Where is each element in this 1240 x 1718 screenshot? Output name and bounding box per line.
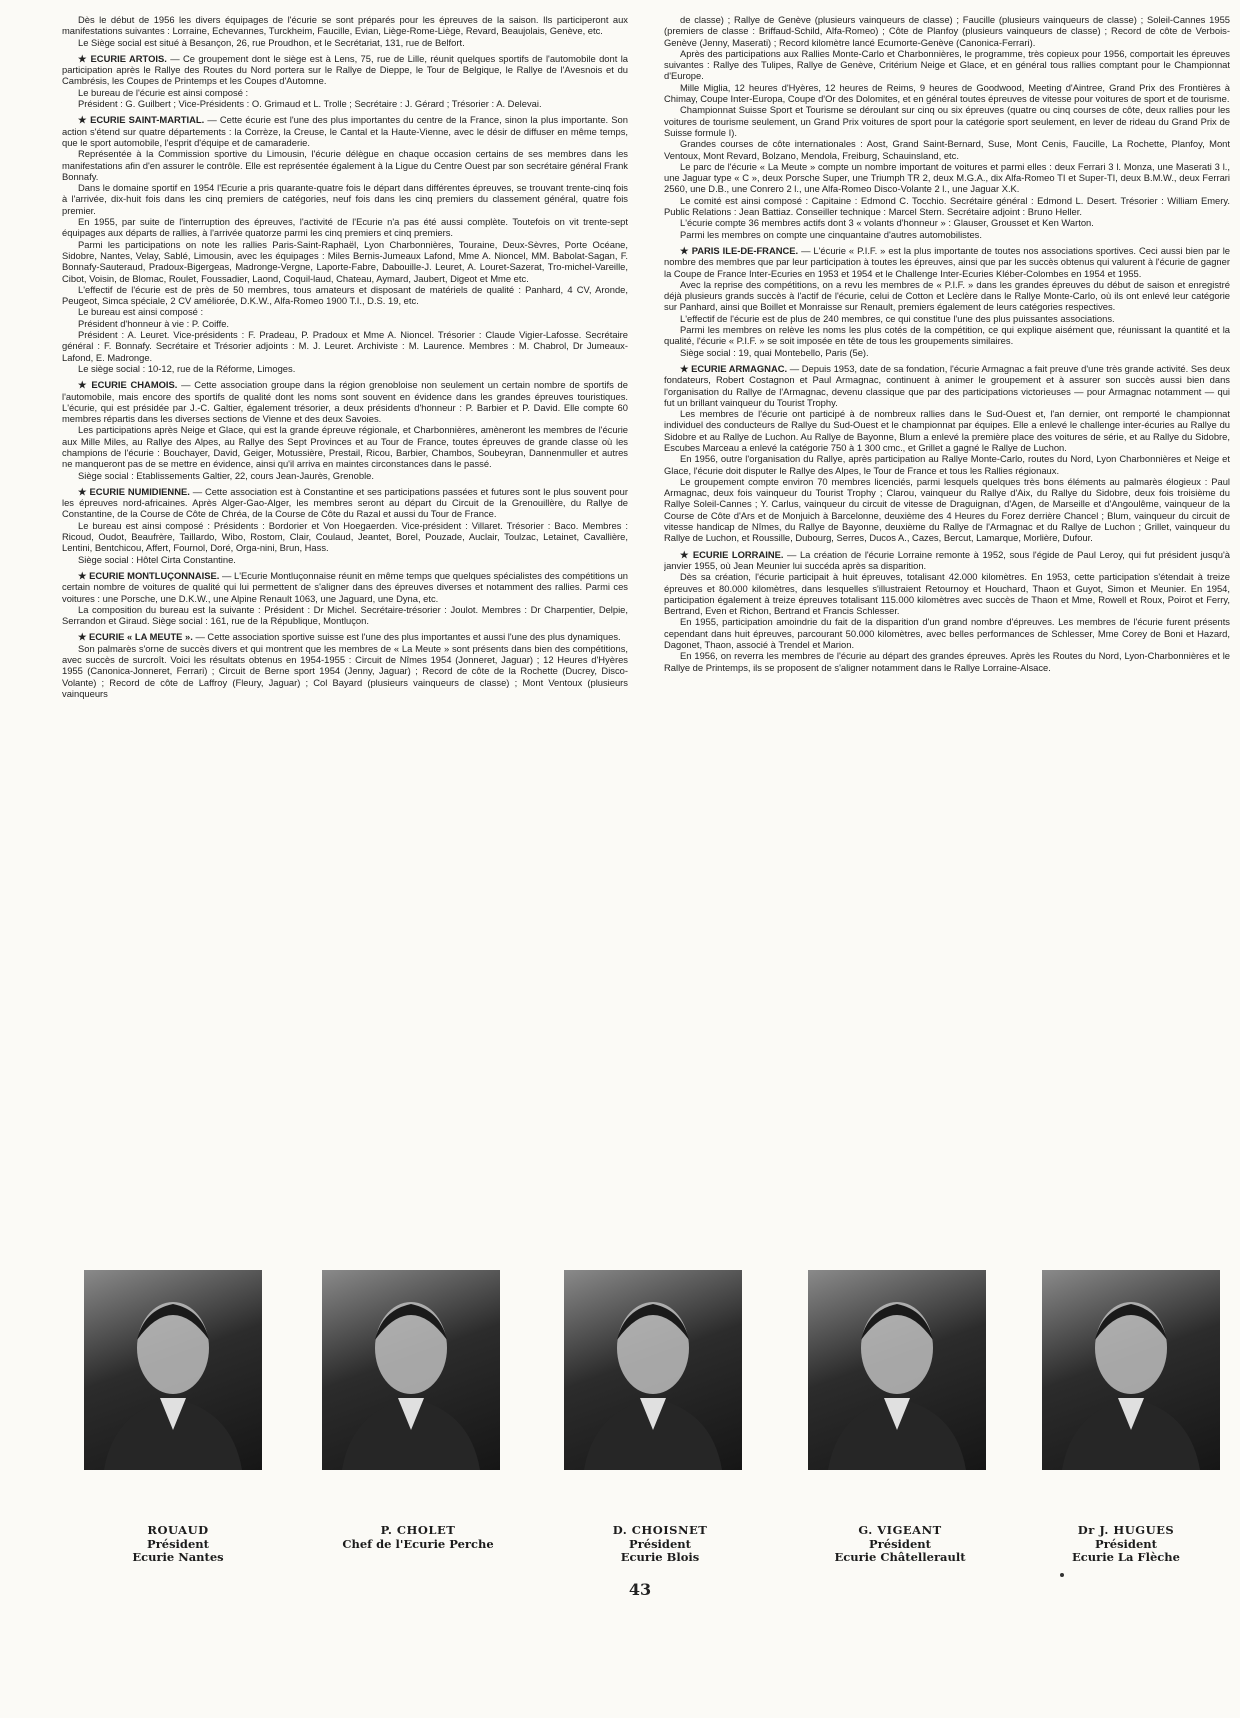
left-column — [62, 14, 628, 1239]
section-paragraph — [62, 486, 628, 520]
paragraph-text: En 1955, par suite de l'interruption des épreuves, l'activité de l'Ecurie n'a pas été aussi complète. Toutefois on vit trente-sept équipages aux départs de rallies, à l'arrivée quatorze parmi les cinq premiers et cinq premiers. — [62, 216, 628, 239]
paragraph-text: — Cette association groupe dans la région grenobloise non seulement un certain nombre de sportifs de l'automobile, mais encore des sportifs de qualité dont les noms sont souvent en évidence dans les grandes épreuves touristiques. L'écurie, qui est présidée par J.-C. Galtier, également trésorier, a deux présidents d'honneur : P. Barbier et P. David. Elle compte 60 membres répartis dans les diverses sections de Vienne et des deux Savoies. — [62, 379, 628, 425]
portrait-photo — [564, 1270, 742, 1470]
paragraph-text: Le groupement compte environ 70 membres licenciés, parmi lesquels quelques très bons éléments au palmarès élogieux : Paul Armagnac, deux fois vainqueur du Tourist Trophy ; Clarou, vainqueur du Rallye d'Aix, du Rallye du Sidobre, deux fois troisième du Rallye Soleil-Cannes ; Y. Carlus, vainqueur du circuit de vitesse de Draguignan, d'Agen, de Marseille et d'Angoulême, vainqueur de la Course de Côte d'Ars et de Monjuich à Barcelonne, deuxième des 4 Heures du Forez derrière Chancel ; Blum, vainqueur du circuit de vitesse handicap de Nîmes, du Rallye de Bayonne, deuxième du Rallye de l'Armagnac et du Rallye de Luchon ; Grillet, vainqueur du Rallye de Luchon, et Roussille, Dubourg, Serres, Ducos A., Cazes, Bercut, Lamarque, Morlière, Dufour. — [664, 475, 1230, 544]
paragraph — [62, 329, 628, 363]
paragraph-text: Les participations après Neige et Glace, qui est la grande épreuve régionale, et Charbonnières, amèneront les membres de l'écurie aux Mille Miles, au Rallye des Alpes, au Rallye des Sept Provinces et au Tour de France, toutes épreuves de grande classe où les champions de l'écurie : Bouchayer, David, Geiger, Motussière, Prestail, Ricou, Barbier, Chambos, Soubeyran, Dannenmuller et autres ne manqueront pas de se mettre en évidence, ainsi qu'il arriva en maintes circonstances dans le passé. — [62, 424, 628, 470]
article-columns — [62, 14, 1230, 1239]
portrait-caption — [1026, 1524, 1226, 1565]
section-paragraph — [62, 53, 628, 87]
paragraph-text: Le bureau de l'écurie est ainsi composé : — [78, 86, 249, 98]
portrait-card-vigeant — [800, 1258, 1000, 1588]
paragraph — [62, 554, 628, 565]
section-heading: ★ ECURIE « LA MEUTE ». — [78, 631, 193, 643]
paragraph-text: Parmi les membres on relève les noms les plus cotés de la compétition, ce qui explique aisément que, réunissant la quantité et la qualité, l'écurie « P.I.F. » se soit imposée en tête de tous les groupements similaires. — [664, 324, 1230, 347]
paragraph-text: Après des participations aux Rallies Monte-Carlo et Charbonnières, le programme, très copieux pour 1956, comportait les épreuves suivantes : Rallye des Tulipes, Rallye de Genève, Critérium Neige et Glace, et en général tous rallies comptant pour le Championnat d'Europe. — [664, 47, 1230, 82]
paragraph-text: Président : G. Guilbert ; Vice-Présidents : O. Grimaud et L. Trolle ; Secrétaire : J. Gérard ; Trésorier : A. Delevai. — [78, 98, 542, 110]
paragraph-text: Le Siège social est situé à Besançon, 26, rue Proudhon, et le Secrétariat, 131, rue de Belfort. — [78, 36, 465, 48]
paragraph — [62, 424, 628, 469]
portrait-role: Président — [869, 1536, 931, 1551]
paragraph-text: En 1956, on reverra les membres de l'écurie au départ des grandes épreuves. Après les Routes du Nord, Lyon-Charbonnières et le Rallye de Printemps, ils se proposent de s'aligner notamment dans le Rallye Lorraine-Alsace. — [664, 650, 1230, 673]
paragraph-text: Dès le début de 1956 les divers équipages de l'écurie se sont préparés pour les épreuves de la saison. Ils participeront aux manifestations suivantes : Lorraine, Echevannes, Turckheim, Faucille, Evian, Liège-Rome-Liège, Revard, Beaujolais, Genève, etc. — [62, 14, 628, 37]
section-paragraph — [664, 363, 1230, 408]
paragraph — [62, 604, 628, 627]
paragraph-text: de classe) ; Rallye de Genève (plusieurs vainqueurs de classe) ; Faucille (plusieurs vainqueurs de classe) ; Soleil-Cannes 1955 (premiers de classe : Briffaud-Schild, Alfa-Romeo) ; Côte de Planfoy (plusieurs vainqueurs de classe) ; Record de côte de Verbois-Genève (Jenny, Maserati) ; Record kilomètre lancé Ecumorte-Genève (Canonica-Ferrari). — [664, 14, 1230, 48]
section-heading: ★ ECURIE NUMIDIENNE. — [78, 485, 190, 497]
portrait-role: Président — [1095, 1536, 1157, 1551]
paragraph-text: — Cette association est à Constantine et ses participations passées et futures sont le plus souvent pour les épreuves nord-africaines. Après Alger-Gao-Alger, les membres seront au départ du Circuit de la Grenouillère, du Rallye de Constantine, de la Course de Côte de Chréa, de la Course de Côte du Razal et aussi du Tour de France. — [62, 485, 628, 520]
portrait-role: Président — [629, 1536, 691, 1551]
paragraph-text: Son palmarès s'orne de succès divers et qui montrent que les membres de « La Meute » sont présents dans bien des compétitions, avec succès de surcroît. Voici les résultats obtenus en 1954-1955 : Circuit de Nîmes 1954 (Jonneret, Jaguar) ; 12 Heures d'Hyères 1955 (Canonica-Jonneret, Ferrari) ; Circuit de Berne sport 1954 (Jenny, Jaguar) ; Record de côte de la Rochette (Ducrey, Disco-Volante) ; Record de côte de Laffroy (Fleury, Jaguar) ; Col Bayard (plusieurs vainqueurs de classe) ; Mont Ventoux (plusieurs vainqueurs — [62, 642, 628, 699]
portrait-card-hugues — [1026, 1258, 1226, 1588]
section-heading: ★ ECURIE MONTLUÇONNAISE. — [78, 569, 220, 581]
paragraph-text: Le bureau est ainsi composé : Présidents : Bordorier et Von Hoegaerden. Vice-président : Villaret. Trésorier : Baco. Membres : Ricoud, Oudot, Beaufrère, Taillardo, Wibo, Rostom, Clair, Coulaud, Jeantet, Borel, Pouzade, Auclair, Toulzac, Letainet, Cavallière, Lentini, Bentchicou, Affert, Fournol, Doré, Orga-nini, Brun, Hass. — [62, 519, 628, 554]
paragraph — [62, 284, 628, 307]
paragraph — [62, 239, 628, 284]
paragraph — [664, 324, 1230, 347]
portrait-club: Ecurie La Flèche — [1072, 1550, 1180, 1564]
portrait-photo — [322, 1270, 500, 1470]
portrait-card-rouaud — [78, 1258, 278, 1588]
paragraph — [62, 520, 628, 554]
section-paragraph — [62, 114, 628, 148]
paragraph-text: Championnat Suisse Sport et Tourisme se déroulant sur cinq ou six épreuves (quatre ou cinq courses de côte, deux rallies pour les voitures de tourisme seulement, un Grand Prix voitures de sport pour la catégorie sport seulement, en lever de rideau du Grand Prix de Suisse formule I). — [664, 104, 1230, 138]
portrait-club: Ecurie Nantes — [132, 1550, 224, 1564]
portrait-caption — [800, 1524, 1000, 1565]
portrait-photo — [1042, 1270, 1220, 1470]
paragraph-text: Le parc de l'écurie « La Meute » compte un nombre important de voitures et parmi elles : deux Ferrari 3 l. Monza, une Maserati 3 l., une Jaguar type « C », deux Porsche Super, une Triumph TR 2, deux M.G.A., dix Alfa-Romeo TI et Super-TI, deux B.M.W., deux Ferrari 2560, une D.B., une Conrero 2 l., une Alfa-Romeo Disco-Volante 2 l., une Jaguar X.K. — [664, 160, 1230, 195]
paragraph-text: Président : A. Leuret. Vice-présidents : F. Pradeau, P. Pradoux et Mme A. Nioncel. Trésorier : Claude Vigier-Lafosse. Secrétaire général : F. Bonnafy. Secrétaire et Trésorier adjoints : M. J. Leuret. Archiviste : M. Laurence. Membres : M. Chabrol, Dr Jumeaux-Lafond, E. Madronge. — [62, 329, 628, 363]
portrait-card-choisnet — [560, 1258, 760, 1588]
section-paragraph — [664, 245, 1230, 279]
paragraph-text: — Ce groupement dont le siège est à Lens, 75, rue de Lille, réunit quelques sportifs de l'automobile dont la participation après le Rallye des Routes du Nord portera sur le Rallye de Dieppe, le Tour de Belgique, le Rallye de l'Avesnois et du Cambrésis, les Coupes de Printemps et les Coupes d'Automne. — [62, 52, 628, 87]
paragraph — [664, 279, 1230, 313]
right-column — [664, 14, 1230, 1239]
paragraph-text: Président d'honneur à vie : P. Coiffe. — [78, 317, 230, 329]
paragraph — [664, 571, 1230, 616]
paragraph — [664, 161, 1230, 195]
paragraph — [664, 217, 1230, 228]
page-number: 43 — [628, 1580, 652, 1599]
paragraph-text: — Depuis 1953, date de sa fondation, l'écurie Armagnac a fait preuve d'une très grande activité. Ses deux fondateurs, Robert Costagnon et Paul Armagnac, continuent à animer le groupement et à assurer son succès aussi bien dans l'organisation du Rallye de l'Armagnac, devenu classique que par des participations victorieuses — pour Armagnac notamment — qui fut un brillant vainqueur du Tourist Trophy. — [664, 362, 1230, 408]
paragraph-text: Représentée à la Commission sportive du Limousin, l'écurie délègue en chaque occasion certains de ses membres dans les manifestations afin d'en assurer le contrôle. Elle est représentée également à la Ligue du Centre Ouest par son secrétaire général Frank Bonnafy. — [62, 148, 628, 182]
paragraph — [62, 14, 628, 37]
paragraph — [62, 643, 628, 699]
paragraph-text: Dès sa création, l'écurie participait à huit épreuves, totalisant 42.000 kilomètres. En 1953, cette participation s'étendait à treize épreuves et 80.000 kilomètres, dans lesquelles s'illustraient Retournoy et Houchard, Thaon et Guyot, Simon et Meunier. En 1954, participation également à treize épreuves totalisant 115.000 kilomètres avec succès de Thaon et Mme, Rowell et Roux, Poirot et Ferry, Bertrand, Even et Richon, Bertrand et Francis Schlesser. — [664, 571, 1230, 617]
portrait-silhouette — [322, 1270, 500, 1470]
paragraph-text: L'effectif de l'écurie est de plus de 240 membres, ce qui constitue l'une des plus puissantes associations. — [680, 312, 1115, 324]
paragraph — [664, 408, 1230, 453]
portrait-caption — [78, 1524, 278, 1565]
paragraph — [62, 470, 628, 481]
paragraph-text: Siège social : Hôtel Cirta Constantine. — [78, 553, 236, 565]
paragraph — [62, 306, 628, 317]
section-paragraph — [664, 549, 1230, 572]
paragraph — [62, 148, 628, 182]
portrait-club: Ecurie Châtellerault — [834, 1550, 966, 1564]
paragraph-text: Avec la reprise des compétitions, on a revu les membres de « P.I.F. » dans les grandes épreuves du début de saison et enregistré déjà plusieurs grands succès à l'actif de l'écurie, celui de Cotton et Leclère dans le Rallye Monte-Carlo, où ils ont enlevé leur catégorie sur Panhard, ainsi que Boillet et Monraisse sur Renault, premiers également de leurs catégories respectives. — [664, 278, 1230, 313]
portrait-caption — [318, 1524, 518, 1551]
paragraph-text: — L'écurie « P.I.F. » est la plus importante de toutes nos associations sportives. Ceci aussi bien par le nombre des membres que par leur participation à toutes les épreuves, ainsi que par les succès obtenus qui valurent à l'écurie de gagner la Coupe de France Inter-Ecuries en 1953 et 1954 et le Challenge Inter-Ecuries Kléber-Colombes en 1954 et 1955. — [664, 244, 1230, 279]
section-paragraph — [62, 631, 628, 642]
ink-dot — [1060, 1573, 1064, 1577]
paragraph — [664, 616, 1230, 650]
portrait-name: P. CHOLET — [380, 1523, 456, 1537]
paragraph-text: L'effectif de l'écurie est de près de 50 membres, tous amateurs et disposant de matériels de qualité : Panhard, 4 CV, Aronde, Peugeot, Simca spéciale, 2 CV améliorée, D.K.W., Alfa-Romeo 1900 T.I., D.S. 19, etc. — [62, 283, 628, 307]
portrait-photo — [808, 1270, 986, 1470]
section-heading: ★ ECURIE ARTOIS. — [78, 52, 167, 64]
paragraph-text: — La création de l'écurie Lorraine remonte à 1952, sous l'égide de Paul Leroy, qui fut président jusqu'à janvier 1955, où Jean Meunier lui succéda après sa disparition. — [664, 548, 1230, 571]
portrait-role: Président — [147, 1536, 209, 1551]
portrait-club: Ecurie Blois — [620, 1550, 700, 1564]
section-paragraph — [62, 379, 628, 424]
paragraph — [62, 87, 628, 98]
paragraph-text: Parmi les membres on compte une cinquantaine d'autres automobilistes. — [680, 228, 982, 240]
paragraph — [62, 182, 628, 216]
section-heading: ★ ECURIE ARMAGNAC. — [680, 362, 788, 374]
paragraph-text: Le comité est ainsi composé : Capitaine : Edmond C. Tocchio. Secrétaire général : Edmond L. Desert. Trésorier : William Emery. Public Relations : Jean Battiaz. Conseiller technique : Marcel Stern. Secrétaire adjoint : Bruno Heller. — [664, 194, 1230, 218]
portrait-silhouette — [84, 1270, 262, 1470]
paragraph-text: Parmi les participations on note les rallies Paris-Saint-Raphaël, Lyon Charbonnières, Touraine, Deux-Sèvres, Porte Océane, Sidobre, Nantes, Velay, Sablé, Limousin, avec les équipages : Miles Bernis-Jumeaux Lafond, Mme A. Nioncel, MM. Babolat-Sagan, F. Bonnafy-Sauteraud, Pradoux-Bigergeas, Madronge-Vergne, Laporte-Fabre, Dabouille-J. Leuret, A. Louret-Sazerat, Tro-michel-Vareille, Cibot, Voisin, de Blomac, Roulet, Foussadier, Laond, Coquil-laud, Chateau, Aymard, Jaubert, Digeot et Mme etc. — [62, 238, 628, 284]
section-paragraph — [62, 570, 628, 604]
paragraph — [664, 14, 1230, 48]
paragraph — [664, 476, 1230, 544]
portrait-strip — [0, 1258, 1240, 1588]
section-heading: ★ ECURIE CHAMOIS. — [78, 379, 178, 391]
section-heading: ★ PARIS ILE-DE-FRANCE. — [680, 244, 799, 256]
portrait-card-cholet — [318, 1258, 518, 1588]
portrait-silhouette — [564, 1270, 742, 1470]
paragraph-text: Siège social : 19, quai Montebello, Paris (5e). — [680, 346, 869, 358]
paragraph-text: Dans le domaine sportif en 1954 l'Ecurie a pris quarante-quatre fois le départ dans différentes épreuves, se trouvant trente-cinq fois à l'arrivée, dix-huit fois dans les cinq premiers de catégories, neuf fois dans les cinq premiers du classement général, quatre fois premier. — [62, 182, 628, 216]
portrait-role: Chef de l'Ecurie Perche — [342, 1536, 494, 1551]
paragraph — [62, 98, 628, 109]
portrait-name: Dr J. HUGUES — [1077, 1523, 1175, 1537]
paragraph-text: Siège social : Etablissements Galtier, 22, cours Jean-Jaurès, Grenoble. — [78, 469, 374, 481]
section-heading: ★ ECURIE SAINT-MARTIAL. — [78, 114, 205, 126]
paragraph — [62, 37, 628, 48]
paragraph-text: — L'Ecurie Montluçonnaise réunit en même temps que quelques spécialistes des compétitions un certain nombre de voitures de qualité qui lui permettent de s'aligner dans des épreuves diverses et notamment des rallies. Parmi ces voitures : une Porsche, une D.K.W., une Alpine Renault 1063, une Jaguard, une Dyna, etc. — [62, 569, 628, 604]
paragraph — [664, 453, 1230, 476]
paragraph-text: — Cette association sportive suisse est l'une des plus importantes et aussi l'une des plus dynamiques. — [192, 631, 621, 643]
portrait-name: G. VIGEANT — [858, 1523, 942, 1537]
paragraph — [664, 347, 1230, 358]
paragraph — [664, 82, 1230, 105]
portrait-name: ROUAUD — [147, 1523, 209, 1537]
paragraph — [664, 195, 1230, 218]
paragraph-text: Le siège social : 10-12, rue de la Réforme, Limoges. — [78, 362, 296, 374]
paragraph-text: L'écurie compte 36 membres actifs dont 3 « volants d'honneur » : Glauser, Grousset et Ken Warton. — [680, 217, 1094, 229]
paragraph-text: En 1956, outre l'organisation du Rallye, après participation au Rallye Monte-Carlo, routes du Nord, Lyon Charbonnières et Neige et Glace, l'écurie doit disputer le Rallye des Alpes, le Tour de France et tous les Rallies régionaux. — [664, 453, 1230, 476]
section-heading: ★ ECURIE LORRAINE. — [680, 548, 784, 560]
paragraph — [664, 229, 1230, 240]
portrait-caption — [560, 1524, 760, 1565]
paragraph — [664, 48, 1230, 82]
paragraph — [664, 138, 1230, 161]
paragraph — [664, 650, 1230, 673]
portrait-photo — [84, 1270, 262, 1470]
paragraph-text: Mille Miglia, 12 heures d'Hyères, 12 heures de Reims, 9 heures de Goodwood, Meeting d'Aintree, Grand Prix des Frontières à Chimay, Coupe Inter-Europa, Coupe d'Or des Dolomites, et en général toutes épreuves de vitesse pour voitures de sport et de tourisme. — [664, 81, 1230, 105]
paragraph-text: Grandes courses de côte internationales : Aost, Grand Saint-Bernard, Suse, Mont Cenis, Faucille, La Rochette, Planfoy, Mont Ventoux, Mont Revard, Bolzano, Mendola, Freiburg, Schauinsland, etc. — [664, 138, 1230, 161]
paragraph-text: Le bureau est ainsi composé : — [78, 306, 204, 318]
portrait-silhouette — [1042, 1270, 1220, 1470]
paragraph — [664, 313, 1230, 324]
portrait-name: D. CHOISNET — [612, 1523, 708, 1537]
paragraph — [62, 318, 628, 329]
portrait-silhouette — [808, 1270, 986, 1470]
paragraph — [62, 363, 628, 374]
paragraph-text: En 1955, participation amoindrie du fait de la disparition d'un grand nombre d'épreuves. Les membres de l'écurie furent présents cependant dans huit épreuves, parcourant 50.000 kilomètres, avec belles performances de Schlesser, Mme Corey de Boni et Hazard, Dagonet, Thaon, associé à Trendel et Marion. — [664, 616, 1230, 651]
paragraph — [62, 216, 628, 239]
paragraph — [664, 104, 1230, 138]
paragraph-text: La composition du bureau est la suivante : Président : Dr Michel. Secrétaire-trésorier : Joulot. Membres : Dr Charpentier, Delpie, Serrandon et Giraud. Siège social : 161, rue de la République, Montluçon. — [62, 603, 628, 627]
paragraph-text: Les membres de l'écurie ont participé à de nombreux rallies dans le Sud-Ouest et, l'an dernier, ont remporté le championnat individuel des conducteurs de Rallye du Sud-Ouest et le championnat par équipes. Elle a enlevé le challenge inter-écuries au Rallye du Sidobre et au Rallye de Luchon. Au Rallye de Bayonne, Blum a enlevé la première place des voitures de série, et au Rallye du Sidobre, Escubes Marceau a enlevé la catégorie 750 à 1 300 cmc., et Grillet a gagné le Rallye de Luchon. — [664, 408, 1230, 453]
paragraph-text: — Cette écurie est l'une des plus importantes du centre de la France, sinon la plus importante. Son action s'étend sur quatre départements : la Corrèze, la Creuse, le Cantal et la Haute-Vienne, avec le désir de diffuser en même temps, que le sport automobile, l'esprit d'équipe et de camaraderie. — [62, 114, 628, 148]
